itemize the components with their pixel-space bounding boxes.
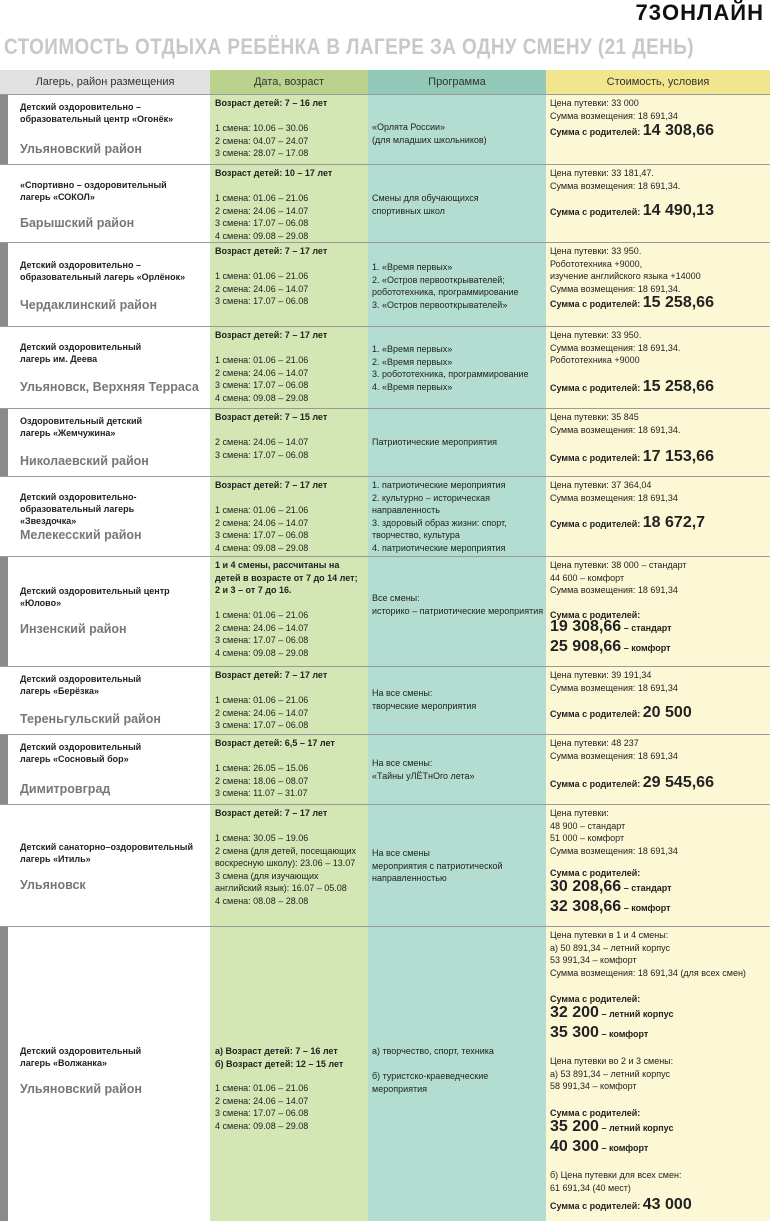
sum-label: Сумма с родителей: bbox=[550, 519, 641, 529]
camp-age: Возраст детей: 7 – 17 лет bbox=[215, 670, 328, 680]
camp-name: Детский оздоровительный лагерь «Сосновый бор» bbox=[20, 742, 142, 764]
camp-name: Оздоровительный детский лагерь «Жемчужина» bbox=[20, 416, 143, 438]
table-row bbox=[0, 408, 770, 476]
camp-dates: 1 смена: 01.06 – 21.06 2 смена: 24.06 – 14.07 3 смена: 17.07 – 06.08 4 смена: 09.08 – 29.08 bbox=[215, 505, 309, 553]
camp-age: Возраст детей: 7 – 17 лет bbox=[215, 330, 328, 340]
camp-region: Инзенский район bbox=[20, 622, 127, 636]
camp-program: 1. «Время первых» 2. «Время первых» 3. робототехника, программирование 4. «Время первых» bbox=[372, 344, 529, 392]
camp-dates: 2 смена: 24.06 – 14.07 3 смена: 17.07 – 06.08 bbox=[215, 437, 309, 460]
table-row bbox=[0, 804, 770, 926]
camp-price: Цена путевки: 37 364,04 Сумма возмещения: 18 691,34 bbox=[550, 480, 678, 503]
sum-note: – комфорт bbox=[623, 903, 671, 913]
table-row bbox=[0, 326, 770, 408]
sum-label: Сумма с родителей: bbox=[550, 868, 641, 878]
sum-value: 43 000 bbox=[642, 1196, 692, 1213]
camp-age: а) Возраст детей: 7 – 16 лет б) Возраст детей: 12 – 15 лет bbox=[215, 1046, 344, 1069]
sum-label: Сумма с родителей: bbox=[550, 709, 641, 719]
camp-program: На все смены: творческие мероприятия bbox=[372, 688, 477, 711]
page-title: СТОИМОСТЬ ОТДЫХА РЕБЁНКА В ЛАГЕРЕ ЗА ОДНУ СМЕНУ (21 ДЕНЬ) bbox=[4, 34, 695, 59]
camp-price: Цена путевки в 1 и 4 смены: а) 50 891,34 – летний корпус 53 991,34 – комфорт Сумма возмещения: 18 691,34 (для всех смен) bbox=[550, 930, 746, 978]
camp-name: Детский оздоровительный лагерь «Берёзка» bbox=[20, 674, 142, 696]
camp-region: Барышский район bbox=[20, 216, 135, 230]
camp-name: Детский оздоровительный лагерь им. Деева bbox=[20, 342, 142, 364]
camp-dates: 1 смена: 01.06 – 21.06 2 смена: 24.06 – 14.07 3 смена: 17.07 – 06.08 bbox=[215, 271, 309, 306]
camp-price: Цена путевки: 38 000 – стандарт 44 600 – комфорт Сумма возмещения: 18 691,34 bbox=[550, 560, 687, 595]
table-header bbox=[0, 70, 770, 94]
sum-value: 18 672,7 bbox=[642, 514, 706, 531]
camp-region: Николаевский район bbox=[20, 454, 149, 468]
table-row bbox=[0, 242, 770, 326]
camp-program: Все смены: историко – патриотические мероприятия bbox=[372, 593, 544, 616]
camp-age: 1 и 4 смены, рассчитаны на детей в возрасте от 7 до 14 лет; 2 и 3 – от 7 до 16. bbox=[215, 560, 358, 595]
camp-age: Возраст детей: 7 – 16 лет bbox=[215, 98, 328, 108]
camp-price: Цена путевки: 33 000 Сумма возмещения: 18 691,34 bbox=[550, 98, 678, 121]
table-row bbox=[0, 164, 770, 242]
camp-name: «Спортивно – оздоровительный лагерь «СОКОЛ» bbox=[20, 180, 167, 202]
camp-price: Цена путевки во 2 и 3 смены: а) 53 891,34 – летний корпус 58 991,34 – комфорт bbox=[550, 1056, 674, 1091]
table-row bbox=[0, 556, 770, 666]
camp-dates: 1 смена: 01.06 – 21.06 2 смена: 24.06 – 14.07 3 смена: 17.07 – 06.08 4 смена: 09.08 – 29.08 bbox=[215, 355, 309, 403]
camp-age: Возраст детей: 7 – 15 лет bbox=[215, 412, 328, 422]
camp-program: Патриотические мероприятия bbox=[372, 437, 498, 447]
sum-label: Сумма с родителей: bbox=[550, 1201, 641, 1211]
table-row bbox=[0, 94, 770, 164]
camp-age: Возраст детей: 7 – 17 лет bbox=[215, 480, 328, 490]
camp-region: Тереньгульский район bbox=[20, 712, 161, 726]
camp-price: Цена путевки: 39 191,34 Сумма возмещения: 18 691,34 bbox=[550, 670, 678, 693]
camp-region: Ульяновск, Верхняя Терраса bbox=[20, 380, 199, 394]
sum-note: – комфорт bbox=[623, 643, 671, 653]
sum-value: 35 200 bbox=[550, 1118, 599, 1135]
sum-value: 15 258,66 bbox=[642, 378, 714, 395]
camp-program: На все смены мероприятия с патриотической направленностью bbox=[372, 848, 503, 883]
sum-value: 25 908,66 bbox=[550, 638, 622, 655]
camp-name: Детский оздоровительно – образовательный лагерь «Орлёнок» bbox=[20, 260, 186, 282]
sum-label: Сумма с родителей: bbox=[550, 299, 641, 309]
sum-label: Сумма с родителей: bbox=[550, 207, 641, 217]
sum-value: 29 545,66 bbox=[642, 774, 714, 791]
sum-note: – комфорт bbox=[601, 1143, 649, 1153]
camp-region: Ульяновский район bbox=[20, 1082, 142, 1096]
camp-name: Детский оздоровительный центр «Юлово» bbox=[20, 586, 170, 608]
camps-table bbox=[0, 70, 770, 1221]
sum-label: Сумма с родителей: bbox=[550, 1108, 641, 1118]
camp-program: На все смены: «Тайны уЛЁТнОго лета» bbox=[372, 758, 475, 781]
sum-note: – стандарт bbox=[623, 883, 672, 893]
camp-program: «Орлята России» (для младших школьников) bbox=[372, 122, 487, 145]
camp-region: Мелекесский район bbox=[20, 528, 142, 542]
sum-label: Сумма с родителей: bbox=[550, 779, 641, 789]
brand-logo: 73ОНЛАЙН bbox=[635, 0, 764, 25]
sum-value: 30 208,66 bbox=[550, 878, 622, 895]
camp-dates: 1 смена: 30.05 – 19.06 2 смена (для детей, посещающих воскресную школу): 23.06 – 13.07 3 смена (для изучающих английский язык): 16.07 – 05.08 4 смена: 08.08 – 28.08 bbox=[215, 833, 357, 906]
camp-program: а) творчество, спорт, техника bbox=[372, 1046, 494, 1056]
sum-note: – стандарт bbox=[623, 623, 672, 633]
sum-label: Сумма с родителей: bbox=[550, 610, 641, 620]
sum-value: 14 308,66 bbox=[642, 122, 714, 139]
camp-program: Смены для обучающихся спортивных школ bbox=[372, 193, 479, 216]
camp-dates: 1 смена: 10.06 – 30.06 2 смена: 04.07 – 24.07 3 смена: 28.07 – 17.08 bbox=[215, 123, 309, 158]
sum-value: 14 490,13 bbox=[642, 202, 714, 219]
header-program: Программа bbox=[368, 70, 546, 94]
camp-age: Возраст детей: 7 – 17 лет bbox=[215, 246, 328, 256]
sum-value: 17 153,66 bbox=[642, 448, 714, 465]
camp-program: 1. «Время первых» 2. «Остров первооткрывателей; робототехника, программирование 3. «Остров первооткрывателей» bbox=[372, 262, 519, 310]
camp-dates: 1 смена: 01.06 – 21.06 2 смена: 24.06 – 14.07 3 смена: 17.07 – 06.08 4 смена: 09.08 – 29.08 bbox=[215, 193, 309, 241]
camp-age: Возраст детей: 10 – 17 лет bbox=[215, 168, 333, 178]
camp-price: Цена путевки: 33 181,47. Сумма возмещения: 18 691,34. bbox=[550, 168, 681, 191]
sum-value: 35 300 bbox=[550, 1024, 599, 1041]
camp-dates: 1 смена: 01.06 – 21.06 2 смена: 24.06 – 14.07 3 смена: 17.07 – 06.08 4 смена: 09.08 – 29.08 bbox=[215, 610, 309, 658]
sum-value: 15 258,66 bbox=[642, 294, 714, 311]
camp-age: Возраст детей: 7 – 17 лет bbox=[215, 808, 328, 818]
sum-label: Сумма с родителей: bbox=[550, 453, 641, 463]
table-row bbox=[0, 926, 770, 1221]
sum-note: – комфорт bbox=[601, 1029, 649, 1039]
header-dates: Дата, возраст bbox=[210, 70, 368, 94]
sum-note: – летний корпус bbox=[601, 1009, 674, 1019]
camp-price: Цена путевки: 33 950. Сумма возмещения: 18 691,34. Робототехника +9000 bbox=[550, 330, 681, 365]
camp-name: Детский санаторно–оздоровительный лагерь «Итиль» bbox=[20, 842, 193, 864]
sum-value: 19 308,66 bbox=[550, 618, 622, 635]
table-row bbox=[0, 734, 770, 804]
header-camp: Лагерь, район размещения bbox=[0, 70, 210, 94]
sum-note: – летний корпус bbox=[601, 1123, 674, 1133]
sum-label: Сумма с родителей: bbox=[550, 383, 641, 393]
camp-dates: 1 смена: 01.06 – 21.06 2 смена: 24.06 – 14.07 3 смена: 17.07 – 06.08 4 смена: 09.08 – 29.08 bbox=[215, 1083, 309, 1131]
sum-value: 20 500 bbox=[642, 704, 692, 721]
header-price: Стоимость, условия bbox=[546, 70, 770, 94]
camp-age: Возраст детей: 6,5 – 17 лет bbox=[215, 738, 335, 748]
camp-program: б) туристско-краеведческие мероприятия bbox=[372, 1071, 489, 1094]
camp-price: Цена путевки: 48 900 – стандарт 51 000 – комфорт Сумма возмещения: 18 691,34 bbox=[550, 808, 678, 856]
camp-region: Димитровград bbox=[20, 782, 111, 796]
camp-price: б) Цена путевки для всех смен: 61 691,34 (40 мест) bbox=[550, 1170, 682, 1193]
camp-name: Детский оздоровительный лагерь «Волжанка» bbox=[20, 1046, 142, 1068]
camp-region: Чердаклинский район bbox=[20, 298, 158, 312]
table-row bbox=[0, 666, 770, 734]
camp-price: Цена путевки: 33 950. Робототехника +9000, изучение английского языка +14000 Сумма возмещения: 18 691,34. bbox=[550, 246, 701, 294]
camp-region: Ульяновск bbox=[20, 878, 86, 892]
table-row bbox=[0, 476, 770, 556]
camp-dates: 1 смена: 01.06 – 21.06 2 смена: 24.06 – 14.07 3 смена: 17.07 – 06.08 bbox=[215, 695, 309, 730]
camp-price: Цена путевки: 35 845 Сумма возмещения: 18 691,34. bbox=[550, 412, 681, 435]
camp-price: Цена путевки: 48 237 Сумма возмещения: 18 691,34 bbox=[550, 738, 678, 761]
sum-value: 32 200 bbox=[550, 1004, 599, 1021]
camp-region: Ульяновский район bbox=[20, 142, 142, 156]
camp-name: Детский оздоровительно- образовательный лагерь «Звездочка» bbox=[20, 492, 137, 526]
camp-name: Детский оздоровительно – образовательный центр «Огонёк» bbox=[20, 102, 174, 124]
camp-dates: 1 смена: 26.05 – 15.06 2 смена: 18.06 – 08.07 3 смена: 11.07 – 31.07 bbox=[215, 763, 309, 798]
camp-program: 1. патриотические мероприятия 2. культурно – историческая направленность 3. здоровый образ жизни: спорт, творчество, культура 4. патриотические мероприятия bbox=[372, 480, 507, 553]
sum-label: Сумма с родителей: bbox=[550, 994, 641, 1004]
sum-value: 40 300 bbox=[550, 1138, 599, 1155]
sum-label: Сумма с родителей: bbox=[550, 127, 641, 137]
sum-value: 32 308,66 bbox=[550, 898, 622, 915]
